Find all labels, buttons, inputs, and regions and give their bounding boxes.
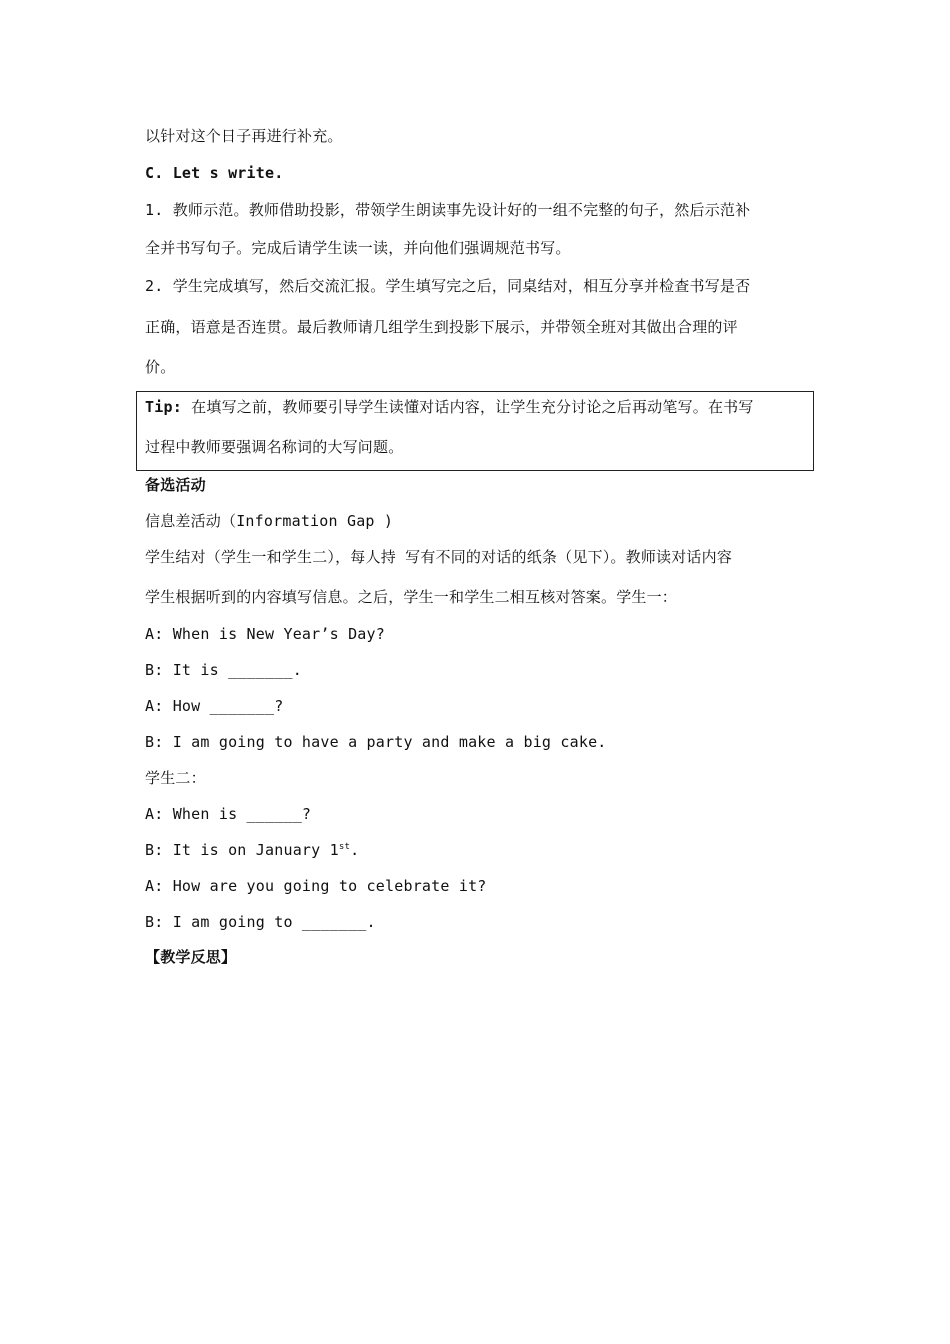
tip-label: Tip: <box>145 398 182 416</box>
intro-line: 以针对这个日子再进行补充。 <box>145 127 343 145</box>
student2-line-b2: B: I am going to _______. <box>145 913 376 931</box>
step2-line2: 正确，语意是否连贯。最后教师请几组学生到投影下展示，并带领全班对其做出合理的评 <box>145 318 738 336</box>
info-gap-desc-line2: 学生根据听到的内容填写信息。之后，学生一和学生二相互核对答案。学生一： <box>145 588 678 606</box>
info-gap-desc-line1: 学生结对（学生一和学生二），每人持 写有不同的对话的纸条（见下）。教师读对话内容 <box>145 548 733 566</box>
tip-text-1: 在填写之前，教师要引导学生读懂对话内容，让学生充分讨论之后再动笔写。在书写 <box>181 398 754 416</box>
student2-label: 学生二： <box>145 769 206 787</box>
step1-line1: 1. 教师示范。教师借助投影，带领学生朗读事先设计好的一组不完整的句子，然后示范补 <box>145 201 751 219</box>
student1-line: B: I am going to have a party and make a big cake. <box>145 733 607 751</box>
student2-line-a1: A: When is ______? <box>145 805 312 823</box>
step2-line1: 2. 学生完成填写，然后交流汇报。学生填写完之后，同桌结对，相互分享并检查书写是否 <box>145 277 751 295</box>
student2-line-b1 <box>145 840 359 860</box>
reflection-heading: 【教学反思】 <box>145 948 237 966</box>
optional-activity-heading: 备选活动 <box>145 476 206 494</box>
tip-line1 <box>145 397 754 417</box>
section-c-heading: C. Let s write. <box>145 164 284 182</box>
ordinal-suffix: st <box>338 842 351 852</box>
student1-line: B: It is _______. <box>145 661 302 679</box>
student1-line: A: How _______? <box>145 697 284 715</box>
info-gap-title: 信息差活动（Information Gap ) <box>145 512 394 530</box>
student2-line-b1-end: . <box>350 841 360 859</box>
student2-line-b1-text: B: It is on January 1 <box>145 841 339 859</box>
student1-line: A: When is New Year’s Day? <box>145 625 385 643</box>
student2-line-a2: A: How are you going to celebrate it? <box>145 877 487 895</box>
tip-line2: 过程中教师要强调名称词的大写问题。 <box>145 438 404 456</box>
tip-box <box>136 391 814 471</box>
step2-line3: 价。 <box>145 358 176 376</box>
step1-line2: 全并书写句子。完成后请学生读一读，并向他们强调规范书写。 <box>145 239 571 257</box>
